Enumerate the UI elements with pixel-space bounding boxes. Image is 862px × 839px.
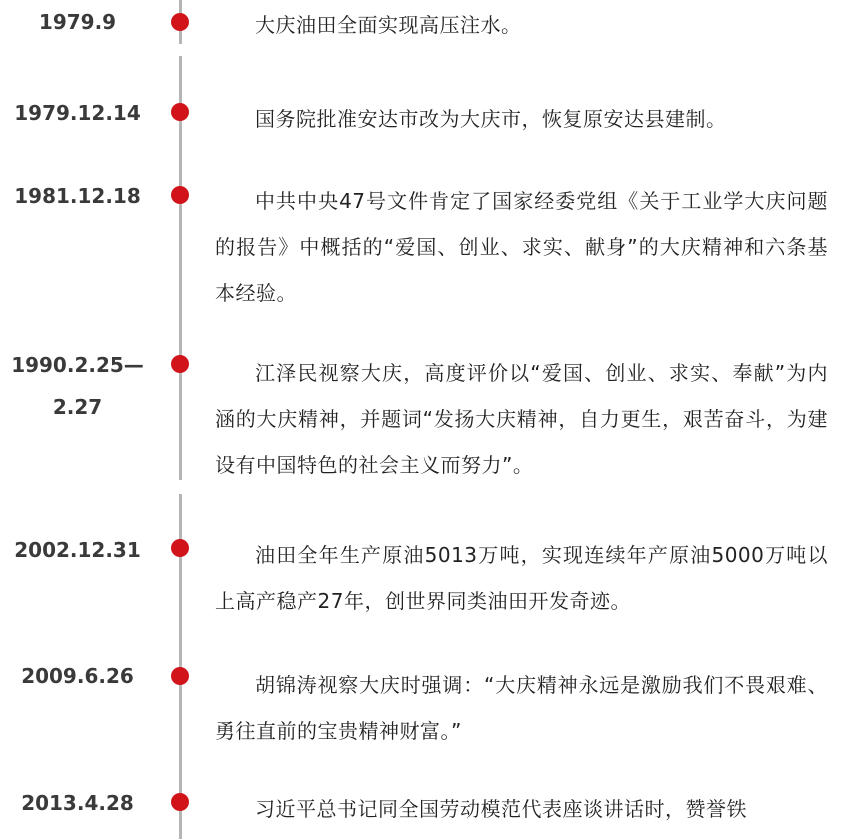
timeline-dot	[171, 793, 189, 811]
timeline-date: 2002.12.31	[14, 538, 141, 562]
timeline-text: 大庆油田全面实现高压注水。	[255, 13, 522, 37]
timeline-dot	[171, 13, 189, 31]
timeline-text: 油田全年生产原油5013万吨，实现连续年产原油5000万吨以上高产稳产27年，创世界同类油田开发奇迹。	[215, 543, 828, 613]
timeline-date: 1979.9	[38, 10, 117, 34]
timeline-date: 1979.12.14	[14, 101, 141, 125]
timeline-text: 习近平总书记同全国劳动模范代表座谈讲话时，赞誉铁	[255, 797, 747, 821]
timeline-dot	[171, 103, 189, 121]
timeline-date: 1981.12.18	[14, 184, 141, 208]
timeline-text: 胡锦涛视察大庆时强调：“大庆精神永远是激励我们不畏艰难、勇往直前的宝贵精神财富。”	[215, 673, 828, 743]
timeline-dot	[171, 186, 189, 204]
timeline-date: 1990.2.25— 2.27	[11, 353, 144, 419]
timeline-text: 江泽民视察大庆，高度评价以“爱国、创业、求实、奉献”为内涵的大庆精神，并题词“发扬大庆精神，自力更生，艰苦奋斗，为建设有中国特色的社会主义而努力”。	[215, 361, 828, 477]
timeline-dot	[171, 355, 189, 373]
timeline-dot	[171, 667, 189, 685]
timeline-date: 2009.6.26	[21, 664, 134, 688]
timeline-text: 国务院批准安达市改为大庆市，恢复原安达县建制。	[255, 107, 727, 131]
timeline-dot	[171, 539, 189, 557]
timeline-date: 2013.4.28	[21, 791, 134, 815]
timeline-text: 中共中央47号文件肯定了国家经委党组《关于工业学大庆问题的报告》中概括的“爱国、创业、求实、献身”的大庆精神和六条基本经验。	[215, 189, 828, 305]
